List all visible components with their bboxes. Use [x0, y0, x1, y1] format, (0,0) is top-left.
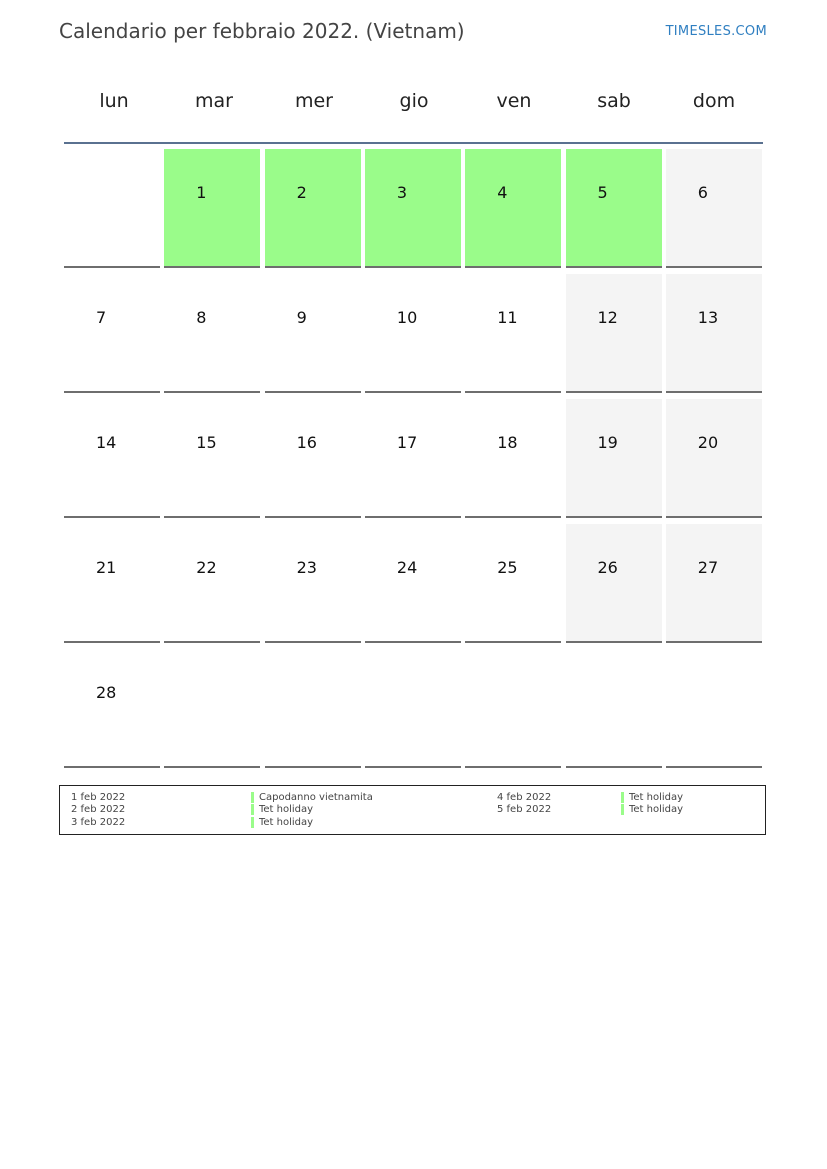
day-number: 17: [396, 433, 418, 452]
day-number: 28: [96, 683, 117, 702]
day-number: 16: [296, 433, 317, 452]
weekday-label: sab: [597, 90, 631, 112]
calendar-day-cell[interactable]: [365, 149, 461, 268]
day-number: 18: [497, 433, 518, 452]
calendar-day-cell[interactable]: [666, 274, 762, 393]
calendar-day-cell[interactable]: [265, 524, 361, 643]
calendar-day-cell[interactable]: [566, 274, 662, 393]
day-number: 5: [597, 183, 608, 202]
day-number: 23: [296, 558, 317, 577]
day-number: 26: [597, 558, 618, 577]
day-number: 20: [697, 433, 719, 452]
day-number: 10: [396, 308, 418, 327]
calendar-empty-cell: [64, 149, 160, 268]
day-number: 6: [697, 183, 708, 202]
calendar-day-cell[interactable]: [365, 399, 461, 518]
legend-date: 4 feb 2022: [497, 792, 552, 803]
legend-date: 5 feb 2022: [497, 804, 552, 815]
calendar-day-cell[interactable]: [365, 274, 461, 393]
day-number: 24: [396, 558, 418, 577]
calendar-day-cell[interactable]: [666, 149, 762, 268]
calendar-day-cell[interactable]: [164, 149, 260, 268]
weekday-label: ven: [496, 90, 532, 112]
day-number: 8: [196, 308, 207, 327]
day-number: 12: [597, 308, 618, 327]
weekday-label: dom: [692, 90, 736, 112]
legend-color-marker: [251, 792, 254, 803]
legend-date: 3 feb 2022: [71, 817, 126, 828]
calendar-empty-cell: [164, 649, 260, 768]
calendar-day-cell[interactable]: [566, 399, 662, 518]
brand-link[interactable]: TIMESLES.COM: [665, 24, 767, 39]
calendar-empty-cell: [365, 649, 461, 768]
day-number: 19: [597, 433, 618, 452]
calendar-day-cell[interactable]: [64, 399, 160, 518]
legend-holiday-name: Tet holiday: [259, 804, 314, 815]
legend-color-marker: [621, 804, 624, 815]
calendar-day-cell[interactable]: [465, 524, 561, 643]
day-number: 2: [296, 183, 307, 202]
calendar-empty-cell: [465, 649, 561, 768]
calendar-day-cell[interactable]: [164, 274, 260, 393]
calendar-day-cell[interactable]: [666, 524, 762, 643]
legend-color-marker: [621, 792, 624, 803]
calendar-day-cell[interactable]: [64, 649, 160, 768]
day-number: 11: [497, 308, 518, 327]
day-number: 9: [296, 308, 307, 327]
weekday-label: mer: [294, 90, 333, 112]
day-number: 7: [96, 308, 107, 327]
calendar-day-cell[interactable]: [64, 524, 160, 643]
calendar-day-cell[interactable]: [265, 149, 361, 268]
calendar-day-cell[interactable]: [265, 274, 361, 393]
calendar-day-cell[interactable]: [365, 524, 461, 643]
day-number: 27: [697, 558, 719, 577]
legend-holiday-name: Tet holiday: [629, 792, 684, 803]
day-number: 13: [697, 308, 719, 327]
day-number: 22: [196, 558, 217, 577]
day-number: 21: [96, 558, 117, 577]
holiday-legend: [59, 785, 766, 835]
weekday-label: lun: [99, 90, 129, 112]
legend-color-marker: [251, 817, 254, 828]
weekday-header-row: [64, 90, 764, 112]
legend-date: 2 feb 2022: [71, 804, 126, 815]
day-number: 15: [196, 433, 217, 452]
day-number: 14: [96, 433, 117, 452]
calendar-day-cell[interactable]: [566, 524, 662, 643]
legend-date: 1 feb 2022: [71, 792, 126, 803]
page-title: Calendario per febbraio 2022. (Vietnam): [59, 19, 465, 43]
weekday-label: mar: [195, 90, 233, 112]
day-number: 25: [497, 558, 518, 577]
header-divider: [64, 142, 763, 144]
calendar-day-cell[interactable]: [465, 149, 561, 268]
legend-holiday-name: Capodanno vietnamita: [259, 792, 373, 803]
calendar-day-cell[interactable]: [164, 524, 260, 643]
day-number: 4: [497, 183, 508, 202]
calendar-day-cell[interactable]: [465, 399, 561, 518]
weekday-label: gio: [399, 90, 429, 112]
legend-color-marker: [251, 804, 254, 815]
calendar-day-cell[interactable]: [164, 399, 260, 518]
legend-holiday-name: Tet holiday: [629, 804, 684, 815]
calendar-empty-cell: [566, 649, 662, 768]
calendar-empty-cell: [666, 649, 762, 768]
calendar-day-cell[interactable]: [64, 274, 160, 393]
calendar-day-cell[interactable]: [666, 399, 762, 518]
day-number: 3: [396, 183, 408, 202]
calendar-empty-cell: [265, 649, 361, 768]
calendar-day-cell[interactable]: [566, 149, 662, 268]
calendar-day-cell[interactable]: [465, 274, 561, 393]
day-number: 1: [196, 183, 207, 202]
legend-holiday-name: Tet holiday: [259, 817, 314, 828]
calendar-day-cell[interactable]: [265, 399, 361, 518]
